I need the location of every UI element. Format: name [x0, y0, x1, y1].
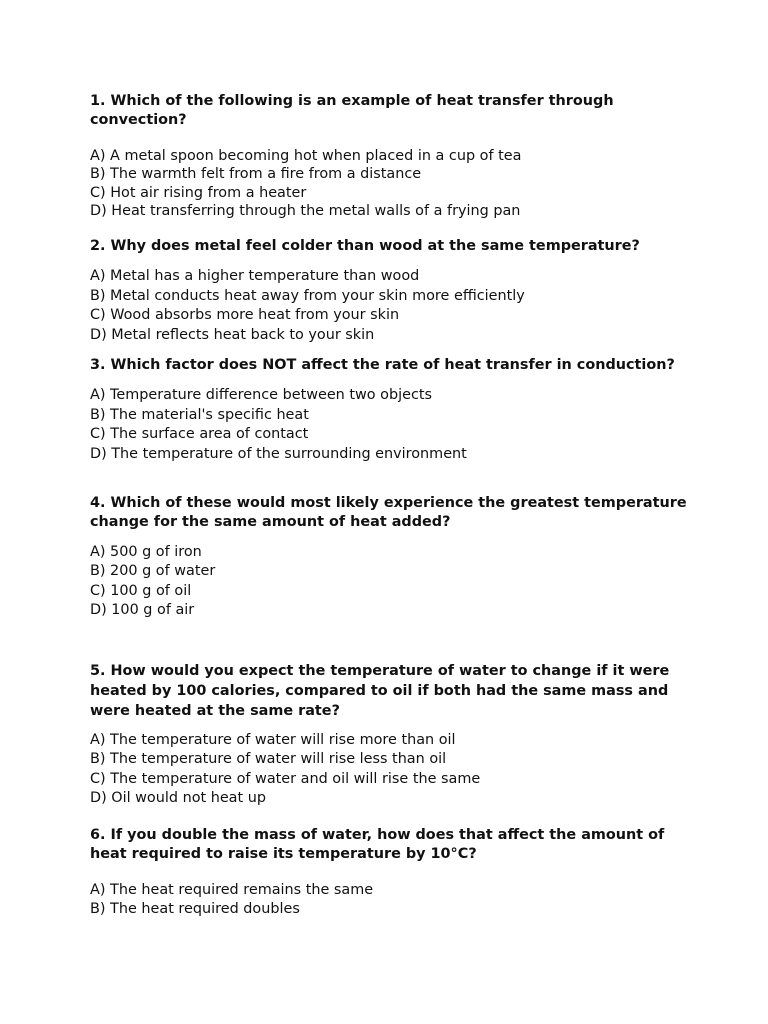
option-d: D) Metal reflects heat back to your skin — [90, 326, 375, 343]
question-6 — [90, 826, 690, 919]
answer-options — [90, 147, 690, 220]
option-c: C) 100 g of oil — [90, 582, 192, 599]
answer-options — [90, 731, 690, 809]
option-a: A) A metal spoon becoming hot when placed in a cup of tea — [90, 148, 522, 164]
option-a: A) Metal has a higher temperature than wood — [90, 268, 420, 284]
option-d: D) 100 g of air — [90, 601, 195, 618]
question-3 — [90, 356, 690, 464]
option-d: D) The temperature of the surrounding environment — [90, 445, 467, 462]
question-text: 1. Which of the following is an example of heat transfer through convection? — [90, 93, 614, 128]
option-a: A) 500 g of iron — [90, 544, 202, 560]
question-text: 5. How would you expect the temperature of water to change if it were heated by 100 calories, compared to oil if both had the same mass and were heated at the same rate? — [90, 663, 670, 719]
question-4 — [90, 494, 690, 620]
question-text: 4. Which of these would most likely experience the greatest temperature change for the same amount of heat added? — [90, 495, 687, 530]
question-text: 3. Which factor does NOT affect the rate of heat transfer in conduction? — [90, 357, 675, 373]
option-d: D) Oil would not heat up — [90, 790, 266, 807]
option-a: A) The temperature of water will rise more than oil — [90, 732, 456, 748]
question-text: 6. If you double the mass of water, how does that affect the amount of heat required to raise its temperature by 10°C? — [90, 827, 665, 862]
option-a: A) Temperature difference between two objects — [90, 387, 433, 403]
answer-options — [90, 881, 690, 919]
option-b: B) The heat required doubles — [90, 901, 300, 917]
option-b: B) Metal conducts heat away from your skin more efficiently — [90, 287, 525, 304]
answer-options — [90, 543, 690, 620]
question-2 — [90, 237, 690, 345]
question-5 — [90, 661, 690, 809]
question-1 — [90, 92, 690, 220]
question-text: 2. Why does metal feel colder than wood at the same temperature? — [90, 238, 640, 254]
answer-options — [90, 267, 690, 345]
option-c: C) The temperature of water and oil will rise the same — [90, 770, 481, 787]
option-b: B) The warmth felt from a fire from a distance — [90, 166, 422, 183]
answer-options — [90, 386, 690, 464]
option-b: B) The material's specific heat — [90, 406, 309, 423]
option-c: C) Wood absorbs more heat from your skin — [90, 307, 400, 324]
option-c: C) Hot air rising from a heater — [90, 184, 307, 201]
option-a: A) The heat required remains the same — [90, 882, 374, 898]
option-b: B) The temperature of water will rise less than oil — [90, 751, 447, 768]
option-c: C) The surface area of contact — [90, 426, 309, 443]
option-d: D) Heat transferring through the metal walls of a frying pan — [90, 202, 521, 219]
option-b: B) 200 g of water — [90, 563, 216, 580]
